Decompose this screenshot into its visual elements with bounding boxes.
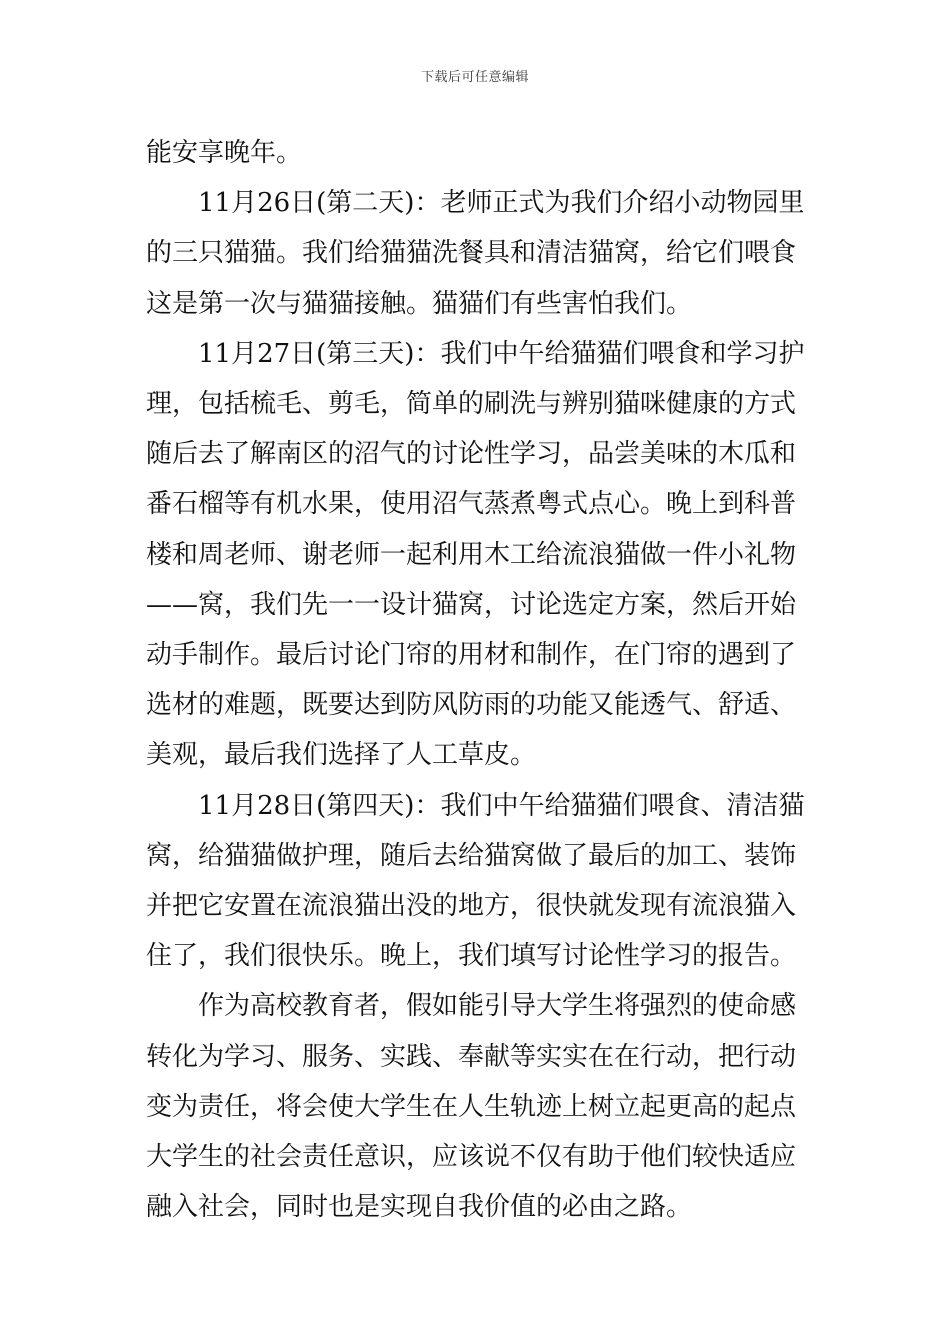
paragraph-1: 能安享晚年。 <box>146 138 303 168</box>
paragraph-conclusion: 作为高校教育者，假如能引导大学生将强烈的使命感转化为学习、服务、实践、奉献等实实在在行动，把行动变为责任，将会使大学生在人生轨迹上树立起更高的起点大学生的社会责任意识，应该说不仅有助于他们较快适应融入社会，同时也是实现自我价值的必由之路。 <box>146 991 797 1223</box>
document-body <box>146 128 810 1232</box>
paragraph-day-3: 11月27日(第三天)：我们中午给猫猫们喂食和学习护理，包括梳毛、剪毛，简单的刷洗与辨别猫咪健康的方式随后去了解南区的沼气的讨论性学习，品尝美味的木瓜和番石榴等有机水果，使用沼气蒸煮粤式点心。晚上到科普楼和周老师、谢老师一起利用木工给流浪猫做一件小礼物——窝，我们先一一设计猫窝，讨论选定方案，然后开始动手制作。最后讨论门帘的用材和制作，在门帘的遇到了选材的难题，既要达到防风防雨的功能又能透气、舒适、美观，最后我们选择了人工草皮。 <box>146 338 805 771</box>
paragraph-day-4: 11月28日(第四天)：我们中午给猫猫们喂食、清洁猫窝，给猫猫做护理，随后去给猫窝做了最后的加工、装饰并把它安置在流浪猫出没的地方，很快就发现有流浪猫入住了，我们很快乐。晚上，我们填写讨论性学习的报告。 <box>146 790 805 972</box>
paragraph-day-2: 11月26日(第二天)：老师正式为我们介绍小动物园里的三只猫猫。我们给猫猫洗餐具和清洁猫窝，给它们喂食这是第一次与猫猫接触。猫猫们有些害怕我们。 <box>146 188 805 319</box>
page-header-watermark: 下载后可任意编辑 <box>420 70 529 85</box>
